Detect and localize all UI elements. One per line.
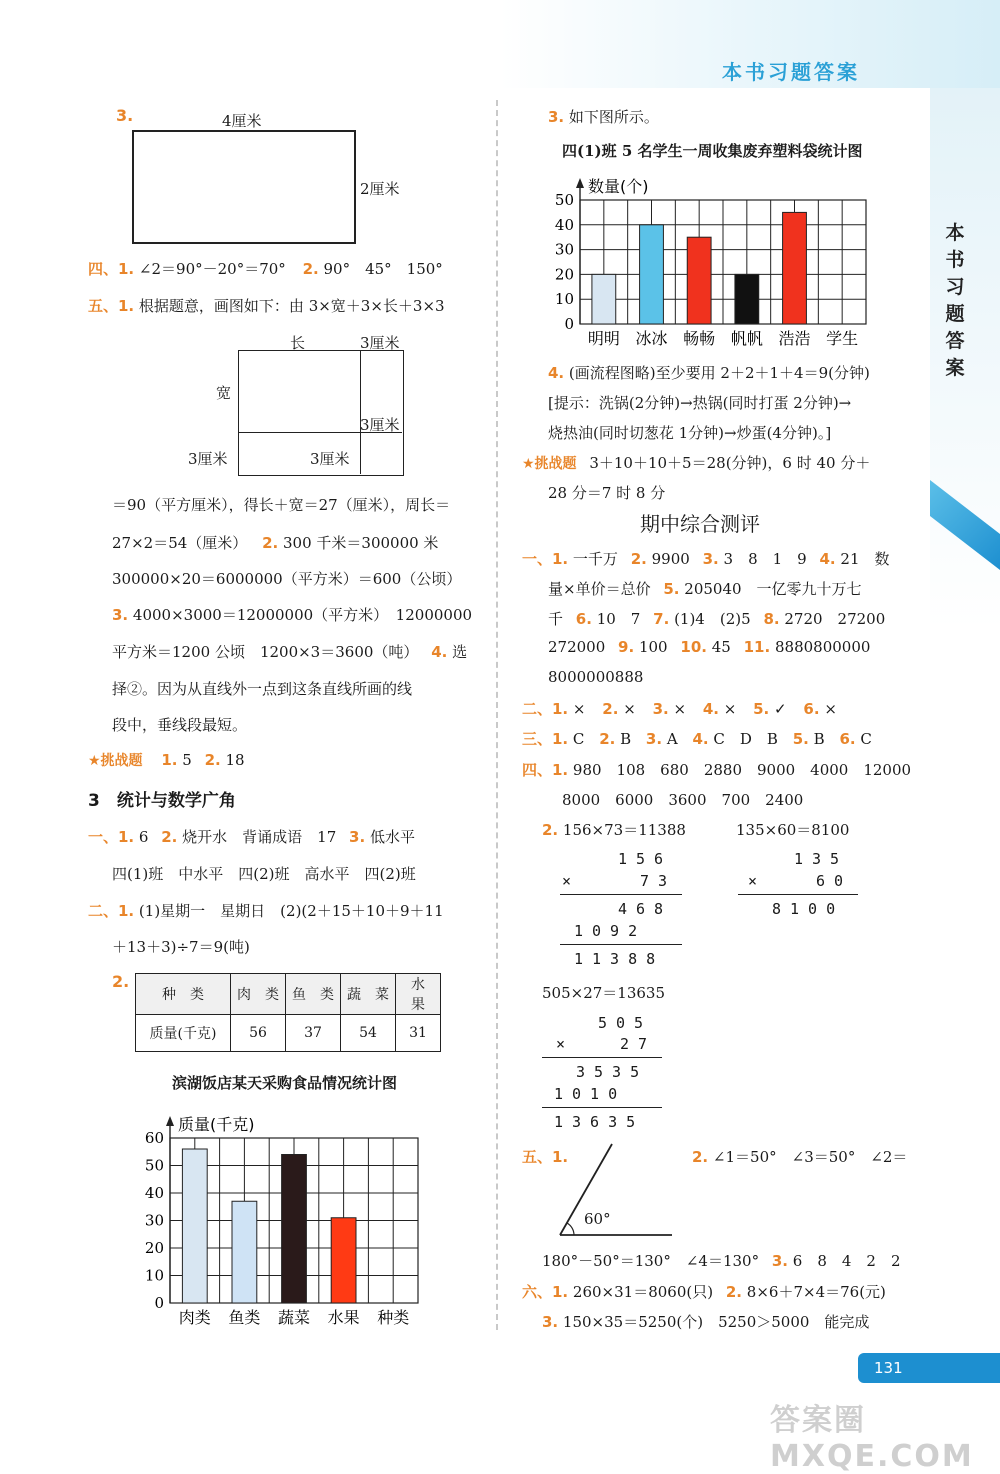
r-q3-line bbox=[548, 106, 659, 127]
m3-item: C bbox=[572, 730, 585, 748]
m6-line1 bbox=[522, 1281, 886, 1302]
m5-line2a: 180°－50°＝130° ∠4＝130° bbox=[542, 1252, 760, 1270]
m3-item: B bbox=[620, 730, 632, 748]
q3-number: 3. bbox=[116, 106, 134, 125]
r-q4-text: (画流程图略)至少要用 2＋2＋1＋4＝9(分钟) bbox=[568, 364, 870, 382]
column-divider bbox=[496, 100, 498, 1330]
s5-line5a: 平方米＝1200 公顷 1200×3＝3600（吨） bbox=[112, 643, 419, 661]
challenge-2-label: 2. bbox=[204, 751, 221, 769]
vert3-rule2 bbox=[542, 1107, 662, 1108]
food-header-cell: 鱼 类 bbox=[286, 974, 341, 1015]
m2-label: 2. bbox=[602, 700, 619, 718]
m1-8-label: 8. bbox=[763, 610, 780, 628]
s5-line1: ＝90（平方厘米），得长＋宽＝27（厘米），周长＝ bbox=[112, 496, 451, 514]
rect1-right-label: 2厘米 bbox=[360, 180, 400, 198]
r-challenge-line1 bbox=[522, 452, 870, 473]
s4-2-label: 2. bbox=[302, 260, 319, 278]
s5-4-label: 4. bbox=[431, 643, 448, 661]
food-header-cell: 水 果 bbox=[396, 974, 441, 1015]
m5-2-label: 2. bbox=[692, 1148, 709, 1166]
times-symbol: × bbox=[748, 872, 767, 890]
m2-label: 3. bbox=[652, 700, 669, 718]
times-symbol: × bbox=[556, 1035, 575, 1053]
s5-line5 bbox=[112, 641, 467, 662]
food-table bbox=[135, 973, 441, 1052]
food-header-cell: 肉 类 bbox=[231, 974, 286, 1015]
food-cell: 54 bbox=[341, 1015, 396, 1052]
x-tick-label: 冰冰 bbox=[635, 329, 668, 348]
x-tick-label: 明明 bbox=[587, 329, 620, 348]
vert3-row2-sign bbox=[556, 1035, 574, 1053]
u2-prefix: 二、1. bbox=[88, 902, 135, 920]
y-tick-label: 0 bbox=[564, 315, 574, 333]
m2-item: × bbox=[623, 700, 636, 718]
angle-label: 60° bbox=[584, 1210, 611, 1228]
m6-prefix: 六、1. bbox=[522, 1283, 569, 1301]
m3-label: 3. bbox=[645, 730, 663, 748]
rect1-top-label: 4厘米 bbox=[222, 112, 262, 130]
food-cell: 56 bbox=[231, 1015, 286, 1052]
r-challenge-text: 3＋10＋10＋5＝28(分钟)，6 时 40 分＋ bbox=[589, 454, 871, 472]
y-axis-label: 质量(千克) bbox=[178, 1115, 255, 1134]
m2-item: ✓ bbox=[774, 700, 787, 718]
r-challenge-line2: 28 分＝7 时 8 分 bbox=[548, 484, 666, 502]
bar-水果 bbox=[331, 1218, 356, 1303]
s5-line2a: 27×2＝54（厘米） bbox=[112, 534, 248, 552]
s4-2-text: 90° 45° 150° bbox=[323, 260, 443, 278]
challenge-label: ★挑战题 bbox=[88, 753, 143, 769]
m6-a: 260×31＝8060(只) bbox=[572, 1283, 714, 1301]
u2-a: (1)星期一 星期日 (2)(2＋15＋10＋9＋11 bbox=[138, 902, 444, 920]
u1-line1 bbox=[88, 826, 415, 847]
m6-3-label: 3. bbox=[542, 1313, 559, 1331]
bar-帆帆 bbox=[735, 274, 759, 324]
rect2-right-mid-label: 3厘米 bbox=[360, 416, 400, 434]
bar-肉类 bbox=[182, 1149, 207, 1303]
m1-11-label: 11. bbox=[743, 638, 771, 656]
m3-item: B bbox=[813, 730, 825, 748]
unit-title: 3 统计与数学广角 bbox=[88, 791, 236, 811]
s5-text: 根据题意，画图如下：由 3×宽＋3×长＋3×3 bbox=[138, 297, 445, 315]
vert1-rule2 bbox=[560, 944, 682, 945]
m1-5-label: 5. bbox=[663, 580, 680, 598]
vert3-rule1 bbox=[542, 1057, 662, 1058]
vert1-rule1 bbox=[560, 894, 682, 895]
rect2-top-label: 长 bbox=[290, 334, 306, 352]
m1-line3d: 2720 27200 bbox=[784, 610, 886, 628]
m3-item: C bbox=[860, 730, 872, 748]
m1-line3b: 10 7 bbox=[596, 610, 641, 628]
r-q3-text: 如下图所示。 bbox=[568, 108, 659, 126]
s4-prefix: 四、1. bbox=[88, 260, 135, 278]
m1-7-label: 7. bbox=[653, 610, 670, 628]
m3-label: 2. bbox=[599, 730, 616, 748]
s5-line3: 300000×20＝6000000（平方米）＝600（公顷） bbox=[112, 570, 462, 588]
vert2-row1: 135 bbox=[794, 850, 849, 868]
m1-6-label: 6. bbox=[575, 610, 592, 628]
m5-3-label: 3. bbox=[771, 1252, 789, 1270]
m3-line bbox=[522, 728, 872, 749]
m4-2-label: 2. bbox=[542, 821, 559, 839]
m6-b: 8×6＋7×4＝76(元) bbox=[746, 1283, 886, 1301]
vert2-row2-digits: 60 bbox=[816, 872, 853, 890]
u1-b: 烧开水 背诵成语 17 bbox=[182, 828, 337, 846]
vert1-row5: 11388 bbox=[574, 950, 665, 968]
x-tick-label: 浩浩 bbox=[778, 329, 811, 348]
u1-line2: 四(1)班 中水平 四(2)班 高水平 四(2)班 bbox=[112, 865, 416, 883]
rect2-left-label: 宽 bbox=[216, 384, 232, 402]
m3-prefix: 三、1. bbox=[522, 730, 569, 748]
m3-label: 4. bbox=[692, 730, 709, 748]
y-tick-label: 50 bbox=[554, 191, 574, 209]
m1-line3c: (1)4 (2)5 bbox=[674, 610, 751, 628]
y-tick-label: 0 bbox=[154, 1294, 164, 1312]
rect2-vertical-line bbox=[360, 350, 361, 474]
m2-label: 4. bbox=[702, 700, 719, 718]
m5-line2b: 6 8 4 2 2 bbox=[792, 1252, 901, 1270]
bar-冰冰 bbox=[640, 225, 664, 324]
s5-line2 bbox=[112, 532, 438, 553]
m5-2-line bbox=[692, 1146, 907, 1167]
y-tick-label: 20 bbox=[554, 265, 574, 284]
challenge-2: 18 bbox=[225, 751, 245, 769]
m4-prefix: 四、1. bbox=[522, 761, 569, 779]
section-4-line bbox=[88, 258, 443, 279]
m2-item: × bbox=[824, 700, 837, 718]
vert3-row2-digits: 27 bbox=[620, 1035, 657, 1053]
y-tick-label: 20 bbox=[144, 1239, 164, 1257]
bar-畅畅 bbox=[687, 237, 711, 324]
u1-c: 低水平 bbox=[369, 828, 415, 846]
vert3-row3: 3535 bbox=[576, 1063, 649, 1081]
page-number-badge: 131 bbox=[858, 1353, 1000, 1383]
s5-3-label: 3. bbox=[112, 606, 129, 624]
s5-line4a: 4000×3000＝12000000（平方米） 12000000 bbox=[132, 606, 473, 624]
bar-浩浩 bbox=[783, 212, 807, 324]
midterm-title: 期中综合测评 bbox=[640, 512, 760, 536]
m3-label: 5. bbox=[792, 730, 809, 748]
r-q4-line2: [提示：洗锅(2分钟)→热锅(同时打蛋 2分钟)→ bbox=[548, 394, 852, 412]
vert1-row3: 468 bbox=[618, 900, 673, 918]
m1-9-label: 9. bbox=[618, 638, 635, 656]
food-bar-chart bbox=[140, 1100, 485, 1336]
m2-label: 5. bbox=[753, 700, 770, 718]
rect2-bottom-left-label: 3厘米 bbox=[188, 450, 228, 468]
s5-line5b: 选 bbox=[452, 643, 468, 661]
s5-line4 bbox=[112, 604, 472, 625]
food-chart-title: 滨湖饭店某天采购食品情况统计图 bbox=[172, 1074, 398, 1092]
challenge-1-label: 1. bbox=[161, 751, 178, 769]
m5-prefix: 五、1. bbox=[522, 1148, 569, 1166]
food-table-row bbox=[136, 1015, 441, 1052]
watermark-text: 答案圈 MXQE.COM bbox=[770, 1403, 974, 1474]
food-table-header-row bbox=[136, 974, 441, 1015]
u1-a: 6 bbox=[138, 828, 149, 846]
m1-4-label: 4. bbox=[819, 550, 836, 568]
m4-eq2: 135×60＝8100 bbox=[736, 821, 850, 839]
x-tick-label: 蔬菜 bbox=[277, 1308, 311, 1327]
vert1-row4: 1092 bbox=[574, 922, 647, 940]
s5-line2b: 300 千米＝300000 米 bbox=[283, 534, 439, 552]
times-symbol: × bbox=[562, 872, 574, 890]
m2-item: × bbox=[723, 700, 737, 718]
m2-line bbox=[522, 698, 837, 719]
m5-2-text: ∠1＝50° ∠3＝50° ∠2＝ bbox=[712, 1148, 908, 1166]
x-tick-label: 鱼类 bbox=[228, 1308, 261, 1327]
r-q4-line1 bbox=[548, 362, 870, 383]
bag-chart-title: 四(1)班 5 名学生一周收集废弃塑料袋统计图 bbox=[562, 142, 863, 160]
food-cell: 31 bbox=[396, 1015, 441, 1052]
m1-line3a: 千 bbox=[548, 610, 564, 628]
vert2-rule1 bbox=[738, 894, 858, 895]
m1-line4 bbox=[548, 638, 870, 656]
m3-item: C D B bbox=[713, 730, 778, 748]
challenge-1: 5 bbox=[182, 751, 192, 769]
m2-item: × bbox=[673, 700, 687, 718]
food-cell: 37 bbox=[286, 1015, 341, 1052]
angle-60-figure bbox=[556, 1140, 676, 1240]
left-challenge-line bbox=[88, 750, 245, 770]
m1-line4c: 45 bbox=[711, 638, 731, 656]
vert1-row1: 156 bbox=[618, 850, 673, 868]
m1-line2 bbox=[548, 578, 862, 599]
food-header-cell: 蔬 菜 bbox=[341, 974, 396, 1015]
food-header-cell: 种 类 bbox=[136, 974, 231, 1015]
x-tick-label: 肉类 bbox=[178, 1308, 211, 1327]
m4-eq-line bbox=[542, 819, 686, 840]
side-title: 本书习题答案 bbox=[945, 222, 965, 379]
vert3-row4: 1010 bbox=[554, 1085, 627, 1103]
s5-2-label: 2. bbox=[262, 534, 279, 552]
s5-line6: 择②。因为从直线外一点到这条直线所画的线 bbox=[112, 680, 413, 698]
m1-2-label: 2. bbox=[630, 550, 647, 568]
u1-prefix: 一、1. bbox=[88, 828, 135, 846]
vert3-row5: 13635 bbox=[554, 1113, 645, 1131]
y-tick-label: 10 bbox=[554, 290, 574, 309]
header-title: 本书习题答案 bbox=[722, 60, 860, 84]
r-q3-label: 3. bbox=[548, 108, 565, 126]
m5-line2 bbox=[542, 1250, 901, 1271]
bar-明明 bbox=[592, 274, 616, 324]
angle-arc bbox=[567, 1223, 574, 1235]
y-axis-label: 数量(个) bbox=[588, 177, 649, 196]
x-tick-label: 帆帆 bbox=[730, 329, 763, 348]
m4-line2: 8000 6000 3600 700 2400 bbox=[562, 791, 804, 809]
section-5-line bbox=[88, 295, 445, 316]
m4-eq3: 505×27＝13635 bbox=[542, 984, 666, 1002]
m1-10-label: 10. bbox=[680, 638, 707, 656]
y-axis-arrow bbox=[166, 1116, 174, 1126]
y-axis-arrow bbox=[576, 178, 584, 188]
m1-line3 bbox=[548, 608, 885, 629]
bar-鱼类 bbox=[232, 1201, 257, 1303]
y-tick-label: 30 bbox=[144, 1211, 164, 1230]
m2-label: 6. bbox=[803, 700, 820, 718]
m1-3-label: 3. bbox=[702, 550, 719, 568]
rectangle-4x2 bbox=[132, 130, 356, 244]
vert2-row2-sign bbox=[748, 872, 766, 890]
vert1-row2-digits: 73 bbox=[640, 872, 677, 890]
x-tick-label: 水果 bbox=[327, 1308, 360, 1327]
m1-d: 21 数 bbox=[840, 550, 890, 568]
y-tick-label: 10 bbox=[144, 1266, 164, 1285]
u1-2-label: 2. bbox=[161, 828, 178, 846]
m4-eq1: 156×73＝11388 bbox=[562, 821, 686, 839]
m1-line5: 8000000888 bbox=[548, 668, 644, 686]
y-tick-label: 60 bbox=[144, 1129, 164, 1147]
bar-蔬菜 bbox=[282, 1155, 307, 1304]
y-tick-label: 30 bbox=[554, 240, 574, 259]
m1-line2b: 205040 一亿零九十万七 bbox=[684, 580, 862, 598]
m1-a: 一千万 bbox=[572, 550, 618, 568]
m1-line2a: 量×单价＝总价 bbox=[548, 580, 651, 598]
m1-c: 3 8 1 9 bbox=[723, 550, 807, 568]
x-axis-label: 种类 bbox=[377, 1308, 410, 1327]
u2-line2: ＋13＋3)÷7＝9(吨) bbox=[112, 938, 250, 956]
m1-line4d: 8880800000 bbox=[774, 638, 871, 656]
y-tick-label: 40 bbox=[554, 215, 574, 234]
rect2-top-right-label: 3厘米 bbox=[360, 334, 400, 352]
u1-3-label: 3. bbox=[349, 828, 366, 846]
r-q4-line3: 烧热油(同时切葱花 1分钟)→炒蛋(4分钟)。] bbox=[548, 424, 832, 442]
s4-text: ∠2＝90°－20°＝70° bbox=[138, 260, 286, 278]
m4-line1 bbox=[522, 759, 911, 780]
u2-2-label: 2. bbox=[112, 972, 130, 991]
m1-b: 9900 bbox=[651, 550, 690, 568]
m1-line4b: 100 bbox=[638, 638, 668, 656]
r-challenge-label: ★挑战题 bbox=[522, 456, 577, 472]
u2-line1 bbox=[88, 900, 444, 921]
s5-prefix: 五、1. bbox=[88, 297, 135, 315]
m1-line1 bbox=[522, 548, 890, 569]
vert1-row2 bbox=[562, 872, 573, 890]
s5-line7: 段中，垂线段最短。 bbox=[112, 716, 248, 734]
food-cell: 质量(千克) bbox=[136, 1015, 231, 1052]
m3-label: 6. bbox=[839, 730, 856, 748]
vert2-row3: 8100 bbox=[772, 900, 845, 918]
m1-line4a: 272000 bbox=[548, 638, 606, 656]
plastic-bag-bar-chart bbox=[548, 164, 908, 354]
x-axis-label: 学生 bbox=[826, 329, 859, 348]
rect2-bottom-mid-label: 3厘米 bbox=[310, 450, 350, 468]
m2-prefix: 二、1. bbox=[522, 700, 569, 718]
m4-line1-text: 980 108 680 2880 9000 4000 12000 bbox=[572, 761, 912, 779]
m2-item: × bbox=[572, 700, 586, 718]
m6-line2 bbox=[542, 1311, 869, 1332]
m6-c: 150×35＝5250(个) 5250＞5000 能完成 bbox=[562, 1313, 870, 1331]
y-tick-label: 40 bbox=[144, 1184, 164, 1202]
vert3-row1: 505 bbox=[598, 1014, 653, 1032]
x-tick-label: 畅畅 bbox=[683, 329, 716, 348]
r-q4-label: 4. bbox=[548, 364, 565, 382]
m3-item: A bbox=[666, 730, 678, 748]
m6-2-label: 2. bbox=[725, 1283, 743, 1301]
y-tick-label: 50 bbox=[144, 1156, 164, 1175]
m1-prefix: 一、1. bbox=[522, 550, 569, 568]
